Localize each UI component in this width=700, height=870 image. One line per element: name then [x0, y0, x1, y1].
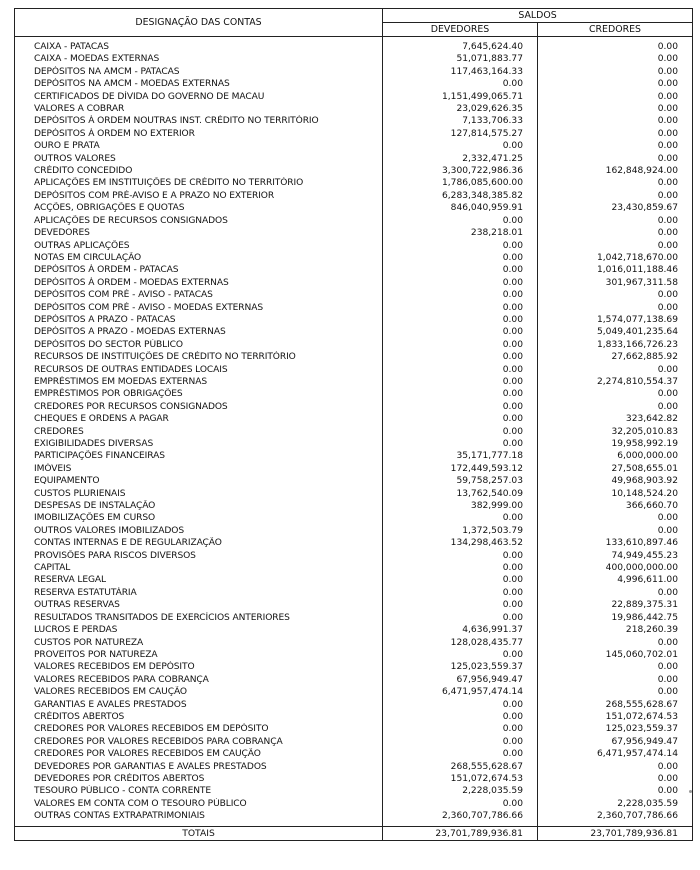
debit-value: 0.00	[383, 240, 538, 252]
debit-value: 846,040,959.91	[383, 202, 538, 214]
credit-value: 1,574,077,138.69	[538, 314, 693, 326]
table-row	[15, 115, 693, 127]
table-row	[15, 364, 693, 376]
account-name: EMPRÉSTIMOS POR OBRIGAÇÕES	[15, 388, 383, 400]
account-name: CUSTOS POR NATUREZA	[15, 637, 383, 649]
debit-value: 0.00	[383, 264, 538, 276]
credit-value: 74,949,455.23	[538, 550, 693, 562]
debit-value: 0.00	[383, 438, 538, 450]
table-row	[15, 103, 693, 115]
debit-value: 3,300,722,986.36	[383, 165, 538, 177]
table-row	[15, 637, 693, 649]
table-row	[15, 748, 693, 760]
credit-value: 0.00	[538, 37, 693, 54]
credit-value: 0.00	[538, 785, 693, 797]
table-row	[15, 66, 693, 78]
credit-value: 0.00	[538, 686, 693, 698]
table-row	[15, 227, 693, 239]
debit-value: 0.00	[383, 748, 538, 760]
account-name: DEPÓSITOS COM PRÉ-AVISO E A PRAZO NO EXTERIOR	[15, 190, 383, 202]
credit-value: 0.00	[538, 190, 693, 202]
credit-value: 6,471,957,474.14	[538, 748, 693, 760]
debit-value: 0.00	[383, 736, 538, 748]
debit-value: 0.00	[383, 574, 538, 586]
account-name: DEPÓSITOS DO SECTOR PÚBLICO	[15, 339, 383, 351]
totals-debit: 23,701,789,936.81	[383, 826, 538, 840]
credit-value: 323,642.82	[538, 413, 693, 425]
table-row	[15, 736, 693, 748]
credit-value: 32,205,010.83	[538, 426, 693, 438]
table-row	[15, 153, 693, 165]
account-name: NOTAS EM CIRCULAÇÃO	[15, 252, 383, 264]
debit-value: 125,023,559.37	[383, 661, 538, 673]
table-row	[15, 661, 693, 673]
debit-value: 2,332,471.25	[383, 153, 538, 165]
table-row	[15, 723, 693, 735]
table-row	[15, 773, 693, 785]
table-row	[15, 674, 693, 686]
table-row	[15, 401, 693, 413]
table-body	[15, 37, 693, 827]
table-row	[15, 252, 693, 264]
debit-value: 151,072,674.53	[383, 773, 538, 785]
credit-value: 2,228,035.59	[538, 798, 693, 810]
header-debit: DEVEDORES	[383, 23, 538, 37]
account-name: DEPÓSITOS A PRAZO - MOEDAS EXTERNAS	[15, 326, 383, 338]
table-row	[15, 574, 693, 586]
debit-value: 127,814,575.27	[383, 128, 538, 140]
debit-value: 0.00	[383, 649, 538, 661]
account-name: ACÇÕES, OBRIGAÇÕES E QUOTAS	[15, 202, 383, 214]
credit-value: 0.00	[538, 637, 693, 649]
credit-value: 0.00	[538, 525, 693, 537]
credit-value: 0.00	[538, 53, 693, 65]
table-row	[15, 128, 693, 140]
debit-value: 382,999.00	[383, 500, 538, 512]
table-row	[15, 810, 693, 826]
debit-value: 0.00	[383, 302, 538, 314]
table-row	[15, 388, 693, 400]
table-row	[15, 599, 693, 611]
account-name: CREDORES POR VALORES RECEBIDOS EM CAUÇÃO	[15, 748, 383, 760]
credit-value: 6,000,000.00	[538, 450, 693, 462]
debit-value: 0.00	[383, 612, 538, 624]
account-name: DEVEDORES POR GARANTIAS E AVALES PRESTADOS	[15, 761, 383, 773]
credit-value: 151,072,674.53	[538, 711, 693, 723]
table-row	[15, 339, 693, 351]
credit-value: 0.00	[538, 215, 693, 227]
account-name: CAPITAL	[15, 562, 383, 574]
table-row	[15, 264, 693, 276]
debit-value: 1,786,085,600.00	[383, 177, 538, 189]
debit-value: 0.00	[383, 140, 538, 152]
credit-value: 133,610,897.46	[538, 537, 693, 549]
debit-value: 0.00	[383, 599, 538, 611]
credit-value: 1,833,166,726.23	[538, 339, 693, 351]
credit-value: 0.00	[538, 512, 693, 524]
account-name: DEPÓSITOS A PRAZO - PATACAS	[15, 314, 383, 326]
account-name: EQUIPAMENTO	[15, 475, 383, 487]
debit-value: 7,645,624.40	[383, 37, 538, 54]
credit-value: 10,148,524.20	[538, 488, 693, 500]
account-name: RECURSOS DE INSTITUIÇÕES DE CRÉDITO NO TERRITÓRIO	[15, 351, 383, 363]
account-name: PROVISÕES PARA RISCOS DIVERSOS	[15, 550, 383, 562]
credit-value: 2,360,707,786.66	[538, 810, 693, 826]
table-row	[15, 53, 693, 65]
account-name: OUTRAS RESERVAS	[15, 599, 383, 611]
table-row	[15, 649, 693, 661]
table-row	[15, 500, 693, 512]
debit-value: 0.00	[383, 289, 538, 301]
table-row	[15, 475, 693, 487]
credit-value: 125,023,559.37	[538, 723, 693, 735]
table-row	[15, 798, 693, 810]
account-name: VALORES RECEBIDOS EM CAUÇÃO	[15, 686, 383, 698]
credit-value: 1,042,718,670.00	[538, 252, 693, 264]
table-row	[15, 413, 693, 425]
debit-value: 0.00	[383, 413, 538, 425]
credit-value: 0.00	[538, 240, 693, 252]
account-name: DEVEDORES POR CRÉDITOS ABERTOS	[15, 773, 383, 785]
credit-value: 0.00	[538, 115, 693, 127]
account-name: RESERVA ESTATUTÁRIA	[15, 587, 383, 599]
debit-value: 0.00	[383, 351, 538, 363]
account-name: DEPÓSITOS À ORDEM NO EXTERIOR	[15, 128, 383, 140]
table-row	[15, 525, 693, 537]
debit-value: 117,463,164.33	[383, 66, 538, 78]
table-row	[15, 587, 693, 599]
credit-value: 0.00	[538, 388, 693, 400]
debit-value: 2,360,707,786.66	[383, 810, 538, 826]
account-name: DEPÓSITOS NA AMCM - MOEDAS EXTERNAS	[15, 78, 383, 90]
table-row	[15, 326, 693, 338]
debit-value: 172,449,593.12	[383, 463, 538, 475]
credit-value: 5,049,401,235.64	[538, 326, 693, 338]
table-header	[15, 9, 693, 37]
credit-value: 0.00	[538, 401, 693, 413]
table-row	[15, 537, 693, 549]
table-row	[15, 488, 693, 500]
debit-value: 1,151,499,065.71	[383, 91, 538, 103]
table-row	[15, 711, 693, 723]
account-name: OUTROS VALORES	[15, 153, 383, 165]
account-name: CREDORES POR VALORES RECEBIDOS PARA COBRANÇA	[15, 736, 383, 748]
credit-value: 268,555,628.67	[538, 699, 693, 711]
debit-value: 0.00	[383, 699, 538, 711]
credit-value: 0.00	[538, 177, 693, 189]
credit-value: 0.00	[538, 91, 693, 103]
account-name: DEPÓSITOS NA AMCM - PATACAS	[15, 66, 383, 78]
account-name: CREDORES POR RECURSOS CONSIGNADOS	[15, 401, 383, 413]
debit-value: 0.00	[383, 78, 538, 90]
account-name: DEPÓSITOS COM PRÉ - AVISO - MOEDAS EXTERNAS	[15, 302, 383, 314]
debit-value: 0.00	[383, 314, 538, 326]
account-name: RESERVA LEGAL	[15, 574, 383, 586]
table-row	[15, 190, 693, 202]
balance-sheet-table	[14, 8, 693, 841]
debit-value: 128,028,435.77	[383, 637, 538, 649]
credit-value: 0.00	[538, 773, 693, 785]
debit-value: 13,762,540.09	[383, 488, 538, 500]
account-name: CUSTOS PLURIENAIS	[15, 488, 383, 500]
table-row	[15, 289, 693, 301]
debit-value: 0.00	[383, 376, 538, 388]
account-name: CREDORES	[15, 426, 383, 438]
credit-value: 0.00	[538, 103, 693, 115]
debit-value: 0.00	[383, 215, 538, 227]
table-row	[15, 761, 693, 773]
account-name: IMÓVEIS	[15, 463, 383, 475]
debit-value: 4,636,991.37	[383, 624, 538, 636]
table-row	[15, 426, 693, 438]
debit-value: 0.00	[383, 364, 538, 376]
account-name: PARTICIPAÇÕES FINANCEIRAS	[15, 450, 383, 462]
credit-value: 0.00	[538, 302, 693, 314]
account-name: CREDORES POR VALORES RECEBIDOS EM DEPÓSITO	[15, 723, 383, 735]
credit-value: 4,996,611.00	[538, 574, 693, 586]
debit-value: 6,283,348,385.82	[383, 190, 538, 202]
table-row	[15, 215, 693, 227]
debit-value: 7,133,706.33	[383, 115, 538, 127]
credit-value: 27,662,885.92	[538, 351, 693, 363]
credit-value: 49,968,903.92	[538, 475, 693, 487]
table-row	[15, 624, 693, 636]
debit-value: 67,956,949.47	[383, 674, 538, 686]
account-name: OURO E PRATA	[15, 140, 383, 152]
account-name: DEPÓSITOS À ORDEM NOUTRAS INST. CRÉDITO NO TERRITÓRIO	[15, 115, 383, 127]
account-name: OUTRAS CONTAS EXTRAPATRIMONIAIS	[15, 810, 383, 826]
debit-value: 0.00	[383, 723, 538, 735]
credit-value: 0.00	[538, 661, 693, 673]
credit-value: 0.00	[538, 78, 693, 90]
credit-value: 366,660.70	[538, 500, 693, 512]
account-name: GARANTIAS E AVALES PRESTADOS	[15, 699, 383, 711]
account-name: CRÉDITOS ABERTOS	[15, 711, 383, 723]
debit-value: 2,228,035.59	[383, 785, 538, 797]
table-row	[15, 562, 693, 574]
table-row	[15, 376, 693, 388]
table-row	[15, 463, 693, 475]
account-name: VALORES A COBRAR	[15, 103, 383, 115]
debit-value: 0.00	[383, 550, 538, 562]
debit-value: 35,171,777.18	[383, 450, 538, 462]
account-name: DEPÓSITOS À ORDEM - PATACAS	[15, 264, 383, 276]
account-name: RECURSOS DE OUTRAS ENTIDADES LOCAIS	[15, 364, 383, 376]
table-row	[15, 351, 693, 363]
header-credit: CREDORES	[538, 23, 693, 37]
debit-value: 0.00	[383, 326, 538, 338]
debit-value: 23,029,626.35	[383, 103, 538, 115]
debit-value: 0.00	[383, 798, 538, 810]
credit-value: 0.00	[538, 140, 693, 152]
credit-value: 301,967,311.58	[538, 277, 693, 289]
table-row	[15, 699, 693, 711]
account-name: DEPÓSITOS À ORDEM - MOEDAS EXTERNAS	[15, 277, 383, 289]
credit-value: 1,016,011,188.46	[538, 264, 693, 276]
credit-value: 0.00	[538, 364, 693, 376]
account-name: CONTAS INTERNAS E DE REGULARIZAÇÃO	[15, 537, 383, 549]
account-name: TESOURO PÚBLICO - CONTA CORRENTE	[15, 785, 383, 797]
account-name: IMOBILIZAÇÕES EM CURSO	[15, 512, 383, 524]
table-row	[15, 785, 693, 797]
credit-value: 19,986,442.75	[538, 612, 693, 624]
account-name: RESULTADOS TRANSITADOS DE EXERCÍCIOS ANTERIORES	[15, 612, 383, 624]
credit-value: 0.00	[538, 128, 693, 140]
account-name: VALORES RECEBIDOS EM DEPÓSITO	[15, 661, 383, 673]
debit-value: 0.00	[383, 711, 538, 723]
debit-value: 0.00	[383, 512, 538, 524]
credit-value: 0.00	[538, 761, 693, 773]
credit-value: 0.00	[538, 66, 693, 78]
account-name: CAIXA - PATACAS	[15, 37, 383, 54]
account-name: VALORES RECEBIDOS PARA COBRANÇA	[15, 674, 383, 686]
credit-value: 0.00	[538, 674, 693, 686]
account-name: DEPÓSITOS COM PRÉ - AVISO - PATACAS	[15, 289, 383, 301]
credit-value: 22,889,375.31	[538, 599, 693, 611]
table-row	[15, 612, 693, 624]
table-row	[15, 686, 693, 698]
credit-value: 145,060,702.01	[538, 649, 693, 661]
debit-value: 0.00	[383, 388, 538, 400]
credit-value: 23,430,859.67	[538, 202, 693, 214]
table-row	[15, 37, 693, 54]
account-name: DESPESAS DE INSTALAÇÃO	[15, 500, 383, 512]
debit-value: 238,218.01	[383, 227, 538, 239]
table-row	[15, 78, 693, 90]
credit-value: 2,274,810,554.37	[538, 376, 693, 388]
table-row	[15, 165, 693, 177]
account-name: LUCROS E PERDAS	[15, 624, 383, 636]
table-footer	[15, 826, 693, 840]
credit-value: 0.00	[538, 153, 693, 165]
table-row	[15, 450, 693, 462]
credit-value: 67,956,949.47	[538, 736, 693, 748]
debit-value: 0.00	[383, 401, 538, 413]
debit-value: 59,758,257.03	[383, 475, 538, 487]
credit-value: 27,508,655.01	[538, 463, 693, 475]
credit-value: 162,848,924.00	[538, 165, 693, 177]
account-name: OUTRAS APLICAÇÕES	[15, 240, 383, 252]
account-name: APLICAÇÕES DE RECURSOS CONSIGNADOS	[15, 215, 383, 227]
account-name: OUTROS VALORES IMOBILIZADOS	[15, 525, 383, 537]
account-name: APLICAÇÕES EM INSTITUIÇÕES DE CRÉDITO NO TERRITÓRIO	[15, 177, 383, 189]
totals-label: TOTAIS	[15, 826, 383, 840]
table-row	[15, 91, 693, 103]
scan-speck	[689, 790, 692, 793]
debit-value: 268,555,628.67	[383, 761, 538, 773]
account-name: DEVEDORES	[15, 227, 383, 239]
debit-value: 6,471,957,474.14	[383, 686, 538, 698]
debit-value: 1,372,503.79	[383, 525, 538, 537]
table-row	[15, 177, 693, 189]
account-name: EMPRÉSTIMOS EM MOEDAS EXTERNAS	[15, 376, 383, 388]
account-name: PROVEITOS POR NATUREZA	[15, 649, 383, 661]
credit-value: 0.00	[538, 587, 693, 599]
debit-value: 0.00	[383, 587, 538, 599]
debit-value: 134,298,463.52	[383, 537, 538, 549]
account-name: VALORES EM CONTA COM O TESOURO PÚBLICO	[15, 798, 383, 810]
table-row	[15, 277, 693, 289]
account-name: CAIXA - MOEDAS EXTERNAS	[15, 53, 383, 65]
table-row	[15, 438, 693, 450]
debit-value: 51,071,883.77	[383, 53, 538, 65]
totals-credit: 23,701,789,936.81	[538, 826, 693, 840]
debit-value: 0.00	[383, 339, 538, 351]
credit-value: 0.00	[538, 289, 693, 301]
debit-value: 0.00	[383, 252, 538, 264]
totals-row	[15, 826, 693, 840]
table-row	[15, 202, 693, 214]
table-row	[15, 240, 693, 252]
credit-value: 0.00	[538, 227, 693, 239]
table-row	[15, 512, 693, 524]
table-row	[15, 302, 693, 314]
header-balances: SALDOS	[383, 9, 693, 23]
table-row	[15, 550, 693, 562]
debit-value: 0.00	[383, 277, 538, 289]
table-row	[15, 314, 693, 326]
credit-value: 218,260.39	[538, 624, 693, 636]
account-name: CRÉDITO CONCEDIDO	[15, 165, 383, 177]
account-name: EXIGIBILIDADES DIVERSAS	[15, 438, 383, 450]
table-row	[15, 140, 693, 152]
credit-value: 400,000,000.00	[538, 562, 693, 574]
header-account-designation: DESIGNAÇÃO DAS CONTAS	[15, 9, 383, 37]
account-name: CERTIFICADOS DE DÍVIDA DO GOVERNO DE MACAU	[15, 91, 383, 103]
debit-value: 0.00	[383, 426, 538, 438]
credit-value: 19,958,992.19	[538, 438, 693, 450]
debit-value: 0.00	[383, 562, 538, 574]
account-name: CHEQUES E ORDENS A PAGAR	[15, 413, 383, 425]
